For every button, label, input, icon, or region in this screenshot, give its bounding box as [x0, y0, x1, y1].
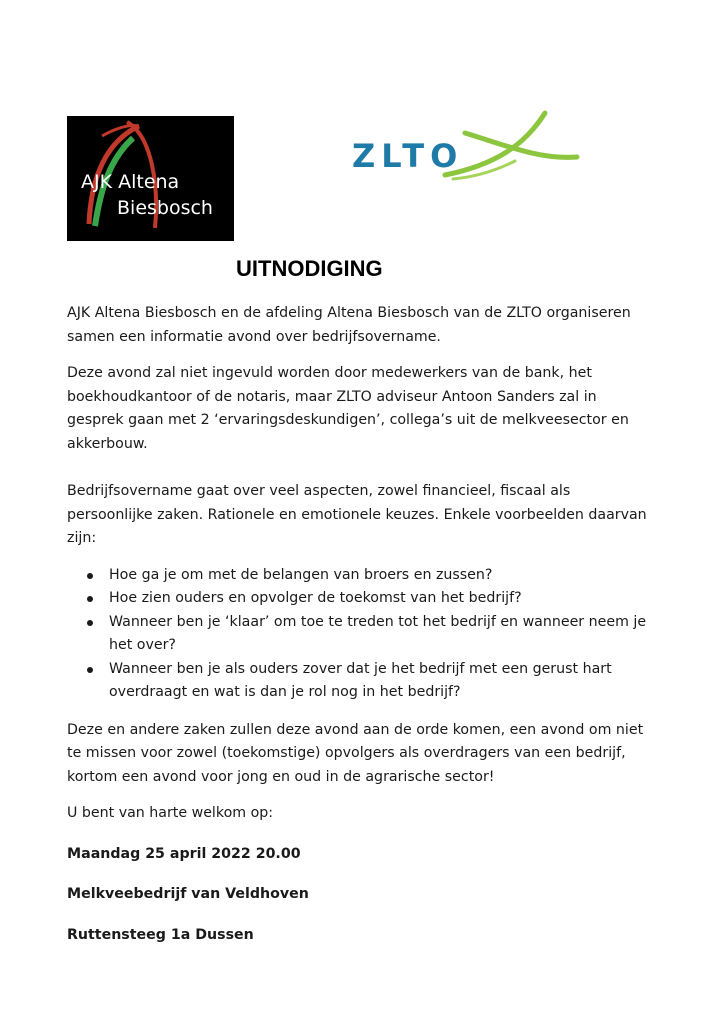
- ajk-logo-line1: AJK Altena: [81, 171, 180, 193]
- list-item-text: Hoe ga je om met de belangen van broers en zussen?: [109, 566, 493, 583]
- ajk-altena-biesbosch-logo: [67, 116, 234, 241]
- list-item-text: Hoe zien ouders en opvolger de toekomst van het bedrijf?: [109, 590, 522, 606]
- list-item: [67, 611, 647, 658]
- list-item: [67, 658, 647, 705]
- zlto-logo-text: ZLTO: [352, 137, 464, 175]
- ajk-logo-line2: Biesbosch: [117, 197, 213, 219]
- examples-list: [67, 564, 647, 705]
- list-item: [67, 587, 647, 611]
- invitation-body: [67, 302, 647, 964]
- zlto-logo: [345, 105, 585, 190]
- evening-paragraph: Deze avond zal niet ingevuld worden door medewerkers van de bank, het boekhoudkantoor of de notaris, maar ZLTO adviseur Antoon Sanders zal in gesprek gaan met 2 ‘ervaringsdeskundigen’, collega’s uit de melkveesector en akkerbouw.: [67, 365, 629, 452]
- welcome-line: U bent van harte welkom op:: [67, 805, 274, 821]
- page-title: UITNODIGING: [236, 256, 383, 281]
- bullet-icon: [87, 573, 93, 579]
- bullet-icon: [87, 620, 93, 626]
- list-item-text: Wanneer ben je als ouders zover dat je het bedrijf met een gerust hart overdraagt en wat is dan je rol nog in het bedrijf?: [109, 660, 612, 700]
- list-item-text: Wanneer ben je ‘klaar’ om toe te treden tot het bedrijf en wanneer neem je het over?: [109, 613, 647, 653]
- event-venue: Melkveebedrijf van Veldhoven: [67, 886, 309, 902]
- event-date: Maandag 25 april 2022 20.00: [67, 845, 301, 862]
- intro-paragraph: AJK Altena Biesbosch en de afdeling Altena Biesbosch van de ZLTO organiseren samen een informatie avond over bedrijfsovername.: [67, 305, 631, 345]
- bullet-icon: [87, 596, 93, 602]
- closing-paragraph: Deze en andere zaken zullen deze avond aan de orde komen, een avond om niet te missen voor zowel (toekomstige) opvolgers als overdragers van een bedrijf, kortom een avond voor jong en oud in de agrarische sector!: [67, 721, 644, 785]
- event-address: Ruttensteeg 1a Dussen: [67, 926, 254, 943]
- bullet-icon: [87, 667, 93, 673]
- list-item: [67, 564, 647, 588]
- zlto-swoosh-graphic: [345, 105, 585, 190]
- aspects-paragraph: Bedrijfsovername gaat over veel aspecten, zowel financieel, fiscaal als persoonlijke zaken. Rationele en emotionele keuzes. Enkele voorbeelden daarvan zijn:: [67, 483, 647, 546]
